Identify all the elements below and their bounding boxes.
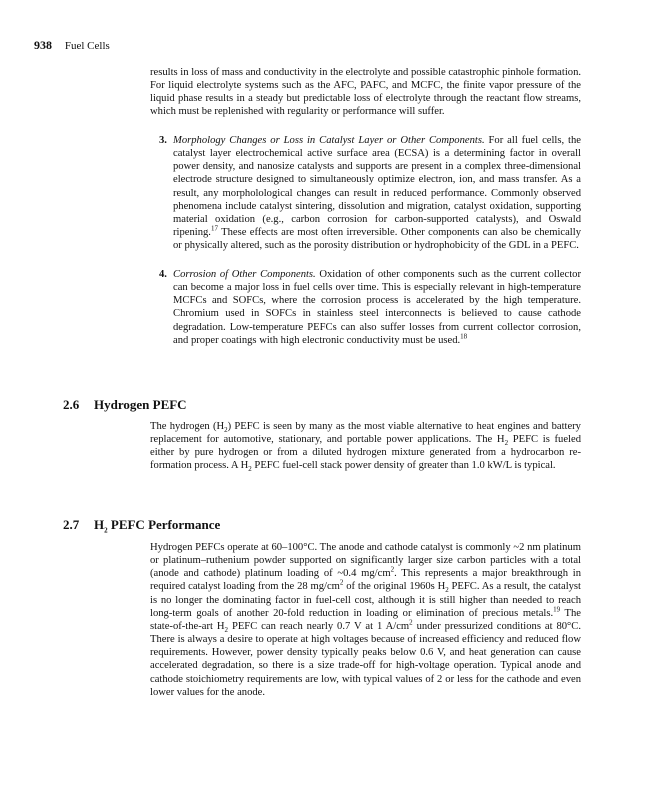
reference-marker: 19 bbox=[553, 605, 561, 614]
list-item-number: 3. bbox=[159, 135, 167, 146]
running-title: Fuel Cells bbox=[64, 40, 110, 52]
list-item-title: Morphology Changes or Loss in Catalyst Layer or Other Components. bbox=[173, 135, 485, 146]
section-2-7-paragraph: Hydrogen PEFCs operate at 60–100°C. The anode and cathode catalyst is commonly ~2 nm platinum or platinum–ruthenium powder supported on significantly larger size carbon particles with a total (anode and cathode) platinum loading of ~0.4 $mg/cm^2$. This represents a major breakthrough in required catalyst loading from the 28 $mg/cm^2$ of the original 1960s $H_2$ PEFC. As a result, the catalyst is no longer the dominating factor in fuel-cell cost, although it is still higher than needed to reach long-term goals of another 20-fold reduction in loading or elimination of precious metals.$^{19}$ The state-of-the-art $H_2$ PEFC can reach nearly 0.7 V at 1 $A/cm^2$ under pressurized conditions at 80°C. There is always a desire to operate at high voltages because of increased efficiency and reduced flow requirements. However, power density typically peaks below 0.6 V, and heat generation can cause accelerated degradation, so there is a size trade-off for high-voltage operation. Typical anode and cathode stoichiometry requirements are low, with typical values of 2 or less for the cathode and even lower values for the anode. bbox=[150, 542, 581, 698]
page-header bbox=[34, 38, 110, 53]
section-title: Hydrogen PEFC bbox=[94, 397, 187, 412]
list-item-text: Corrosion of Other Components. Oxidation of other components such as the current collector can become a major loss in fuel cells over time. This is especially relevant in high-temperature MCFCs and SOFCs, where the corrosion process is accelerated by the high temperature. Chromium used in SOFCs in stainless steel interconnects is believed to cause cathode degradation. Low-temperature PEFCs can also suffer losses from current collector corrosion, and proper coatings with high electronic conductivity must be used.$^{18}$ bbox=[173, 269, 581, 346]
reference-marker: 18 bbox=[460, 332, 468, 341]
section-heading-2-6 bbox=[63, 397, 187, 413]
continued-paragraph: results in loss of mass and conductivity in the electrolyte and possible catastrophic pinhole formation. For liquid electrolyte systems such as the AFC, PAFC, and MCFC, the finite vapor pressure of the liquid phase results in a steady but predictable loss of electrolyte through the reactant flow streams, which must be replenished with regularity or performance will suffer. bbox=[150, 67, 582, 118]
reference-marker: 17 bbox=[210, 224, 218, 233]
list-item-title: Corrosion of Other Components. bbox=[173, 269, 316, 280]
list-item-text: Morphology Changes or Loss in Catalyst Layer or Other Components. For all fuel cells, the catalyst layer electrochemical active surface area (ECSA) is a determining factor in overall power density, and nanosize catalysts and supports are present in a complex three-dimensional electrode structure designed to simultaneously optimize electron, ion, and mass transfer. As a result, any morpholological changes can result in reduced performance. Commonly observed phenomena include catalyst sintering, dissolution and migration, catalyst oxidation, supporting material oxidation (e.g., carbon corrosion for carbon-supported catalysts), and Oswald ripening.$^{17}$ These effects are most often irreversible. Other components can also be chemically or physically altered, such as the porosity distribution or hydrophobicity of the GDL in a PEFC. bbox=[173, 135, 581, 252]
list-item-4 bbox=[159, 268, 581, 347]
section-number: 2.7 bbox=[63, 517, 80, 532]
list-item-number: 4. bbox=[159, 269, 167, 280]
section-number: 2.6 bbox=[63, 397, 80, 412]
list-item-3 bbox=[159, 134, 581, 252]
section-title: $H_2$ PEFC Performance bbox=[94, 517, 221, 535]
section-2-6-paragraph: The hydrogen $(H_2)$ PEFC is seen by many as the most viable alternative to heat engines and battery replacement for automotive, stationary, and portable power applications. The $H_2$ PEFC is fueled either by pure hydrogen or from a diluted hydrogen mixture generated from a hydrocarbon re-formation process. A $H_2$ PEFC fuel-cell stack power density of greater than 1.0 kW/L is typical. bbox=[150, 421, 581, 474]
page-number: 938 bbox=[34, 38, 52, 52]
section-heading-2-7 bbox=[63, 517, 220, 533]
